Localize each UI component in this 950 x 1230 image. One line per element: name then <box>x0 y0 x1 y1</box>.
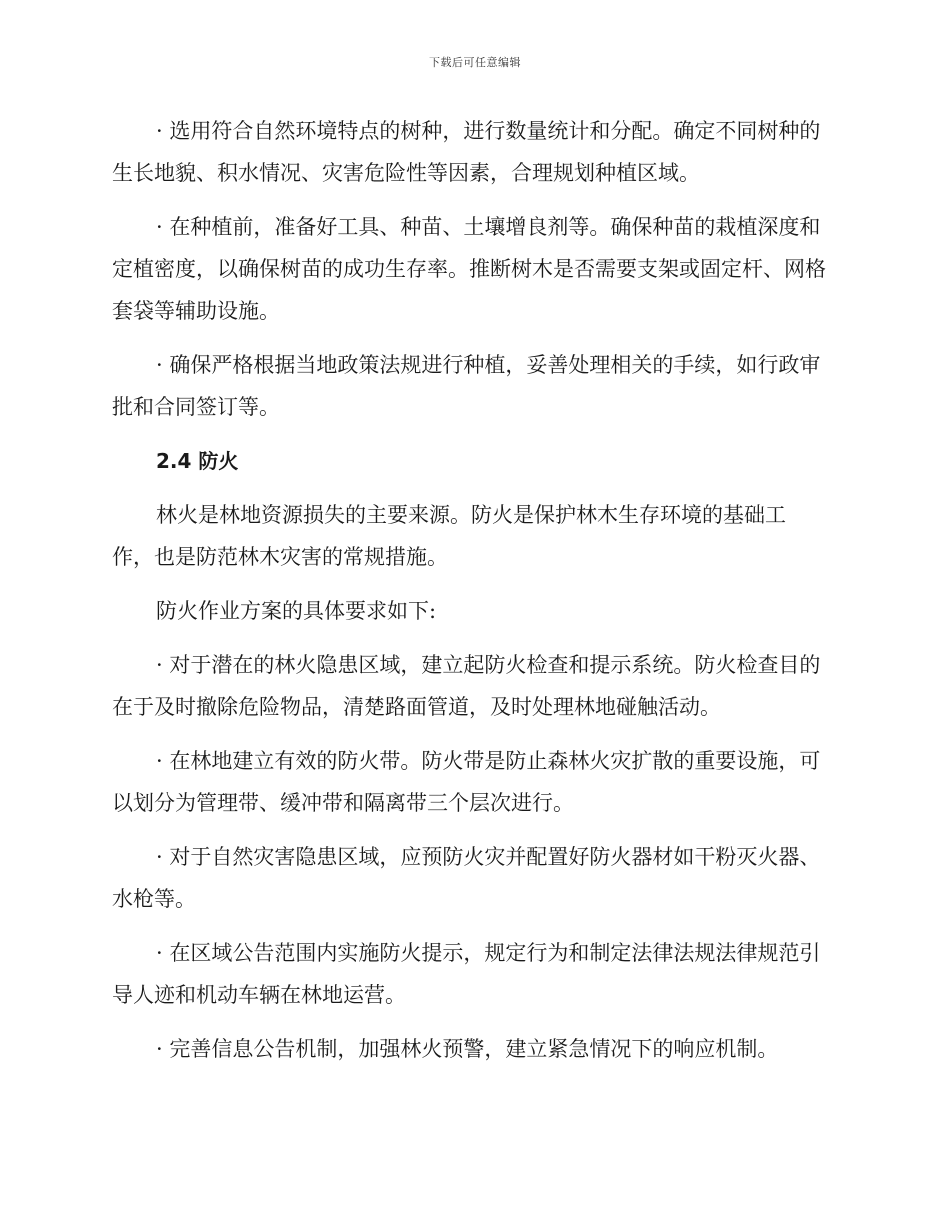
section-heading-fire-prevention: 2.4 防火 <box>156 449 239 473</box>
paragraph-firebreak: · 在林地建立有效的防火带。防火带是防止森林火灾扩散的重要设施，可以划分为管理带、缓冲带和隔离带三个层次进行。 <box>112 749 821 815</box>
document-body <box>112 110 827 1082</box>
paragraph-regulations: · 确保严格根据当地政策法规进行种植，妥善处理相关的手续，如行政审批和合同签订等。 <box>112 353 821 419</box>
paragraph-warning-mechanism: · 完善信息公告机制，加强林火预警，建立紧急情况下的响应机制。 <box>156 1037 779 1061</box>
paragraph-fire-intro: 林火是林地资源损失的主要来源。防火是保护林木生存环境的基础工作，也是防范林木灾害的常规措施。 <box>112 503 786 569</box>
paragraph-fire-requirements: 防火作业方案的具体要求如下: <box>156 599 437 623</box>
paragraph-tree-species: · 选用符合自然环境特点的树种，进行数量统计和分配。确定不同树种的生长地貌、积水情况、灾害危险性等因素，合理规划种植区域。 <box>112 119 821 185</box>
paragraph-fire-inspection: · 对于潜在的林火隐患区域，建立起防火检查和提示系统。防火检查目的在于及时撤除危险物品，清楚路面管道，及时处理林地碰触活动。 <box>112 653 821 719</box>
page-header: 下载后可任意编辑 <box>429 56 521 69</box>
paragraph-fire-equipment: · 对于自然灾害隐患区域，应预防火灾并配置好防火器材如干粉灭火器、水枪等。 <box>112 845 821 911</box>
paragraph-planting-prep: · 在种植前，准备好工具、种苗、土壤增良剂等。确保种苗的栽植深度和定植密度，以确保树苗的成功生存率。推断树木是否需要支架或固定杆、网格套袋等辅助设施。 <box>112 215 826 323</box>
paragraph-fire-notice: · 在区域公告范围内实施防火提示，规定行为和制定法律法规法律规范引导人迹和机动车辆在林地运营。 <box>112 941 821 1007</box>
